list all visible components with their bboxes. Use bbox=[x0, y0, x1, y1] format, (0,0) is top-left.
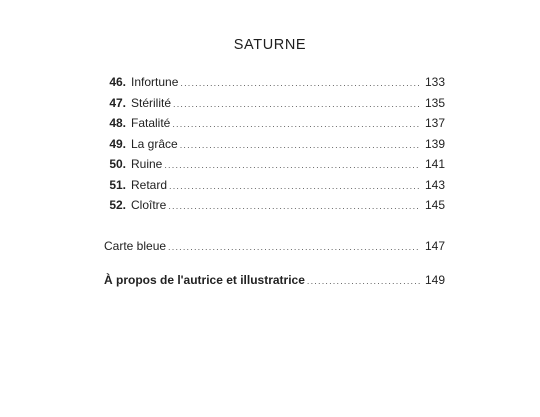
chapter-number: 50. bbox=[109, 157, 126, 171]
dot-leader bbox=[180, 73, 420, 94]
chapter-number: 49. bbox=[109, 136, 126, 151]
entry-title: Carte bleue bbox=[104, 239, 167, 253]
toc-entry[interactable] bbox=[104, 154, 445, 175]
section-title: SATURNE bbox=[233, 37, 307, 53]
page-number: 137 bbox=[424, 116, 445, 130]
about-list bbox=[104, 270, 445, 291]
toc-entry-carte-bleue[interactable] bbox=[104, 236, 445, 257]
dot-leader bbox=[307, 271, 420, 292]
chapter-title: Stérilité bbox=[131, 95, 172, 110]
chapter-title: Ruine bbox=[131, 157, 163, 171]
chapter-number: 48. bbox=[109, 116, 126, 130]
chapter-title: La grâce bbox=[131, 136, 178, 151]
page-number: 139 bbox=[424, 136, 445, 151]
toc-entry[interactable] bbox=[104, 195, 445, 216]
page-number: 147 bbox=[424, 239, 445, 253]
chapter-title: Retard bbox=[131, 177, 168, 192]
toc-entry[interactable] bbox=[104, 113, 445, 134]
chapter-title: Fatalité bbox=[131, 116, 171, 130]
page-number: 145 bbox=[424, 198, 445, 212]
chapter-number: 52. bbox=[109, 198, 126, 212]
entry-title: À propos de l'autrice et illustratrice bbox=[104, 273, 305, 287]
dot-leader bbox=[164, 155, 420, 176]
page-number: 149 bbox=[424, 273, 445, 287]
dot-leader bbox=[172, 114, 420, 135]
toc-entry-about-author[interactable] bbox=[104, 270, 445, 291]
page-number: 135 bbox=[424, 95, 445, 110]
chapter-number: 51. bbox=[109, 177, 126, 192]
toc-entry[interactable] bbox=[104, 134, 445, 155]
chapter-list bbox=[104, 72, 445, 216]
dot-leader bbox=[168, 237, 420, 258]
page-number: 133 bbox=[424, 75, 445, 89]
dot-leader bbox=[168, 196, 420, 217]
chapter-number: 46. bbox=[109, 75, 126, 89]
chapter-title: Cloître bbox=[131, 198, 167, 212]
toc-entry[interactable] bbox=[104, 175, 445, 196]
page-number: 141 bbox=[424, 157, 445, 171]
chapter-title: Infortune bbox=[131, 75, 179, 89]
dot-leader bbox=[169, 176, 420, 197]
dot-leader bbox=[173, 94, 420, 115]
page-number: 143 bbox=[424, 177, 445, 192]
appendix-list bbox=[104, 236, 445, 257]
dot-leader bbox=[180, 135, 420, 156]
toc-entry[interactable] bbox=[104, 72, 445, 93]
chapter-number: 47. bbox=[109, 95, 126, 110]
toc-entry[interactable] bbox=[104, 93, 445, 114]
